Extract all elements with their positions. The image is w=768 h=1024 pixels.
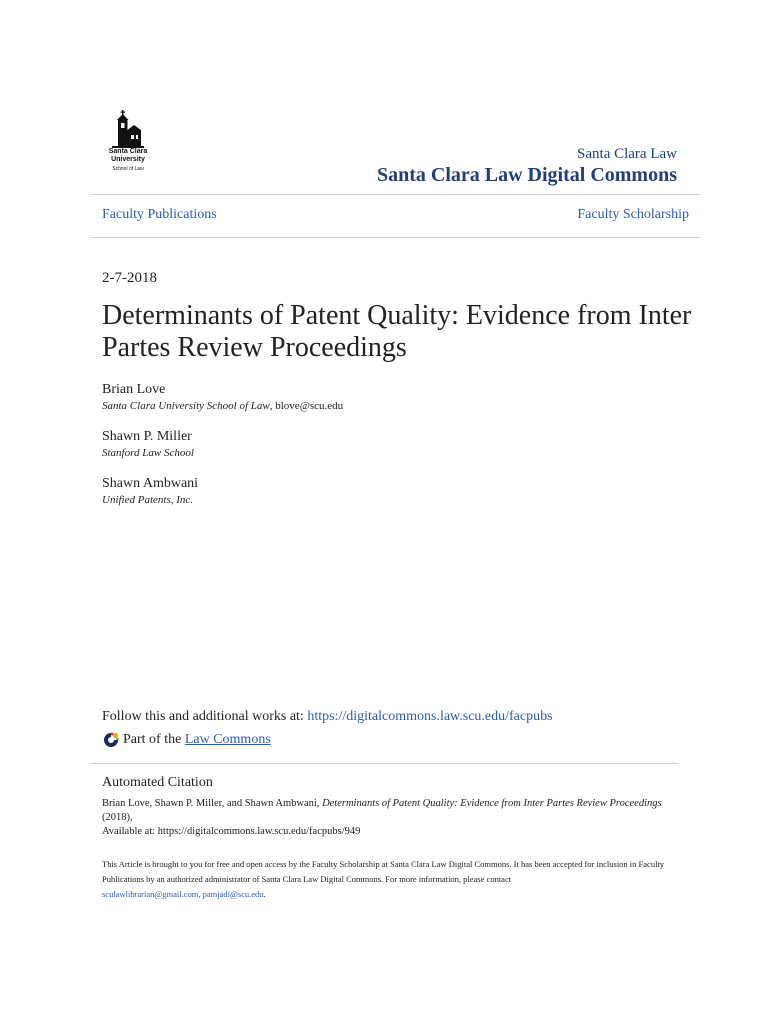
law-commons-link[interactable]: Law Commons <box>184 732 271 747</box>
scu-logo <box>104 110 152 172</box>
mission-tower-icon <box>108 110 148 148</box>
citation-available: Available at: https://digitalcommons.law.scu.edu/facpubs/949 <box>102 826 361 837</box>
notice-end: . <box>263 889 266 899</box>
contact-email-links[interactable]: sculawlibrarian@gmail.com, pamjadi@scu.edu <box>102 889 264 899</box>
author-name: Shawn Ambwani <box>102 476 199 491</box>
logo-line-3: School of Law <box>112 166 144 172</box>
collection-url-link[interactable]: https://digitalcommons.law.scu.edu/facpubs <box>307 709 553 724</box>
affiliation-name: Santa Clara University School of Law <box>102 400 270 412</box>
collection-nav <box>102 207 689 223</box>
logo-line-2: University <box>111 156 145 163</box>
publication-date: 2-7-2018 <box>102 270 157 286</box>
author-affiliation <box>102 399 343 413</box>
author-affiliation <box>102 493 343 507</box>
author-email: , blove@scu.edu <box>269 400 344 412</box>
author-entry <box>102 381 343 413</box>
divider-nav <box>91 237 700 238</box>
citation-body <box>102 797 682 839</box>
brand-subtitle-link[interactable]: Santa Clara Law <box>577 146 677 162</box>
author-entry <box>102 428 343 460</box>
follow-text: Follow this and additional works at: <box>102 709 308 724</box>
repository-brand <box>377 145 677 187</box>
discipline-line <box>102 731 271 749</box>
brand-title-link[interactable]: Santa Clara Law Digital Commons <box>376 164 677 186</box>
author-entry <box>102 475 343 507</box>
access-notice <box>102 857 682 902</box>
article-title: Determinants of Patent Quality: Evidence from Inter Partes Review Proceedings <box>102 300 692 363</box>
divider-top <box>91 194 700 195</box>
divider-citation <box>91 763 678 764</box>
affiliation-name: Stanford Law School <box>102 447 194 459</box>
citation-authors: Brian Love, Shawn P. Miller, and Shawn Ambwani, <box>102 798 323 809</box>
author-list <box>102 381 343 522</box>
author-affiliation <box>102 446 343 460</box>
faculty-publications-link[interactable]: Faculty Publications <box>102 207 217 222</box>
network-logo-icon <box>102 731 120 749</box>
logo-line-1: Santa Clara <box>108 148 148 155</box>
follow-line <box>102 708 553 726</box>
author-name: Shawn P. Miller <box>102 429 192 444</box>
citation-heading: Automated Citation <box>102 775 213 790</box>
author-name: Brian Love <box>102 382 166 397</box>
faculty-scholarship-link[interactable]: Faculty Scholarship <box>577 207 689 222</box>
partof-text: Part of the <box>123 732 182 747</box>
affiliation-name: Unified Patents, Inc. <box>102 494 194 506</box>
notice-text: This Article is brought to you for free and open access by the Faculty Scholarship at Santa Clara Law Digital Commons. It has been accepted for inclusion in Faculty Publications by an authorized administrator of Santa Clara Law Digital Commons. For more information, please contact <box>102 859 665 884</box>
citation-year: (2018), <box>102 812 133 823</box>
citation-title: Determinants of Patent Quality: Evidence from Inter Partes Review Proceedings <box>322 798 662 809</box>
